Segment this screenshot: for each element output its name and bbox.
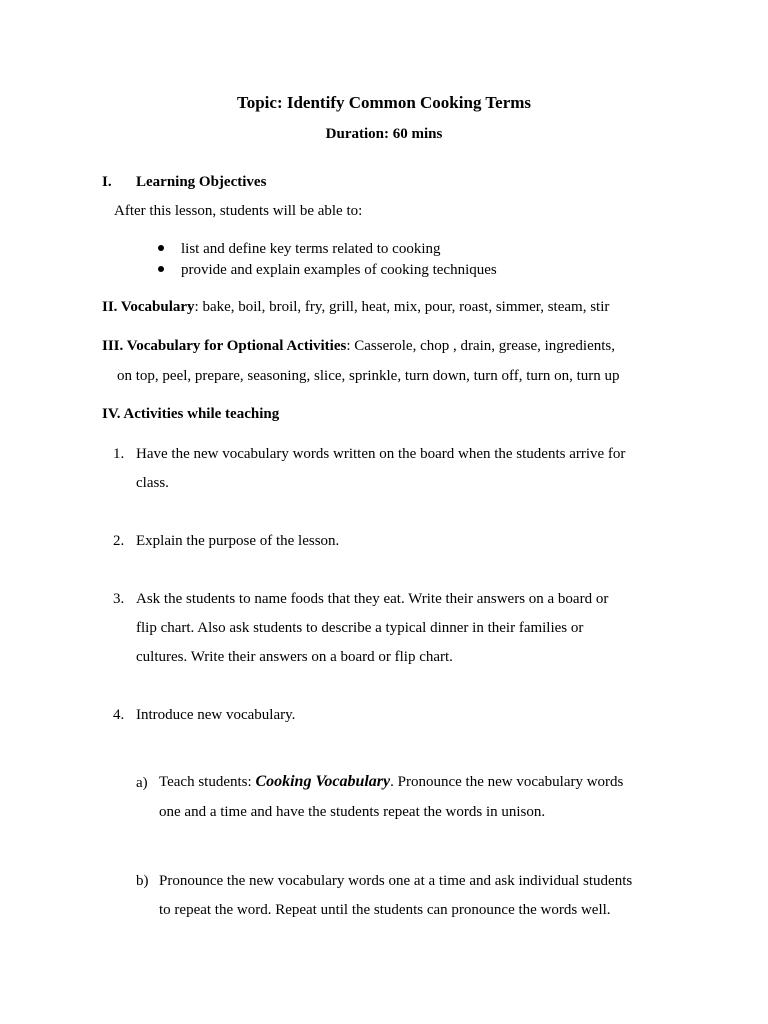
activity-2-line-1: Explain the purpose of the lesson. xyxy=(136,533,340,549)
objective-bullet-1 xyxy=(158,241,164,258)
cooking-vocabulary-emphasis: Cooking Vocabulary xyxy=(255,773,391,790)
activity-number-1: 1. xyxy=(113,446,125,462)
subitem-a-pre: Teach students: xyxy=(159,774,256,790)
objective-text-1: list and define key terms related to cooking xyxy=(181,241,441,257)
section-1-heading: Learning Objectives xyxy=(136,174,267,190)
section-2 xyxy=(102,299,609,316)
activity-4-line-1: Introduce new vocabulary. xyxy=(136,707,296,723)
activity-number-3: 3. xyxy=(113,591,125,607)
bullet-icon xyxy=(158,266,164,272)
activity-3-line-3: cultures. Write their answers on a board or flip chart. xyxy=(136,649,453,665)
subitem-label-a: a) xyxy=(136,775,148,791)
page-title: Topic: Identify Common Cooking Terms xyxy=(236,93,532,112)
bullet-icon xyxy=(158,245,164,251)
duration-label: Duration: 60 mins xyxy=(325,126,443,142)
section-3-text-line-2: on top, peel, prepare, seasoning, slice, sprinkle, turn down, turn off, turn on, turn up xyxy=(117,368,620,384)
section-1-number: I. xyxy=(102,174,112,190)
section-3-heading: III. Vocabulary for Optional Activities xyxy=(102,338,347,354)
activity-number-4: 4. xyxy=(113,707,125,723)
subitem-a-line-1 xyxy=(159,773,623,791)
subitem-b-line-2: to repeat the word. Repeat until the students can pronounce the words well. xyxy=(159,902,611,918)
section-1-intro: After this lesson, students will be able to: xyxy=(114,203,363,219)
subitem-b-line-1: Pronounce the new vocabulary words one at a time and ask individual students xyxy=(159,873,633,889)
subitem-a-post: . Pronounce the new vocabulary words xyxy=(390,774,624,790)
activity-1-line-1: Have the new vocabulary words written on the board when the students arrive for xyxy=(136,446,626,462)
objective-text-2: provide and explain examples of cooking techniques xyxy=(181,262,497,278)
activity-3-line-2: flip chart. Also ask students to describe a typical dinner in their families or xyxy=(136,620,584,636)
activity-number-2: 2. xyxy=(113,533,125,549)
section-2-text: : bake, boil, broil, fry, grill, heat, mix, pour, roast, simmer, steam, stir xyxy=(194,299,610,315)
objective-bullet-2 xyxy=(158,262,164,279)
section-4-heading: IV. Activities while teaching xyxy=(102,406,280,422)
section-2-heading: II. Vocabulary xyxy=(102,299,195,315)
section-3-text-line-1: : Casserole, chop , drain, grease, ingredients, xyxy=(346,338,616,354)
subitem-a-line-2: one and a time and have the students repeat the words in unison. xyxy=(159,804,546,820)
activity-1-line-2: class. xyxy=(136,475,169,491)
section-3 xyxy=(102,338,615,355)
subitem-label-b: b) xyxy=(136,873,149,889)
activity-3-line-1: Ask the students to name foods that they eat. Write their answers on a board or xyxy=(136,591,609,607)
